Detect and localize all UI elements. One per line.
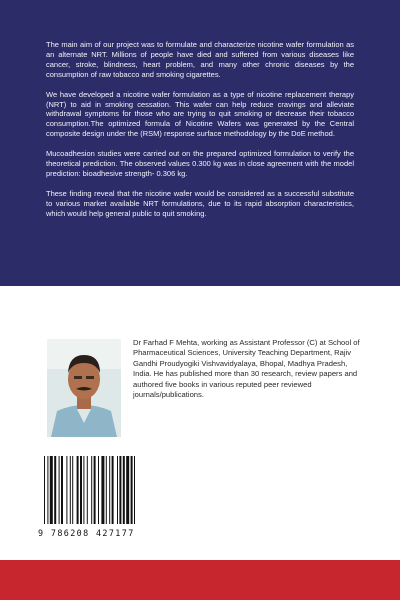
blurb-paragraph-3: Mucoadhesion studies were carried out on the prepared optimized formulation to verify the theoretical prediction. The observed values 0.300 kg was in close agreement with the model prediction: bioadhesive strength- 0.306 kg. (46, 149, 354, 178)
barcode-bar (126, 456, 129, 524)
barcode-bar (72, 456, 73, 524)
barcode-bar (94, 456, 96, 524)
barcode-bar (47, 456, 48, 524)
barcode-bar (98, 456, 99, 524)
barcode-digits: 9 786208 427177 (38, 528, 135, 538)
blurb-paragraph-2: We have developed a nicotine wafer formulation as a type of nicotine replacement therapy (NRT) to aid in smoking cessation. This wafer can help reduce cravings and alleviate withdrawal symptoms for those who are trying to quit smoking or decrease their tobacco consumption.The optimized formula of Nicotine Wafers was generated by the Central composite design under the (RSM) response surface methodology by the DoE method. (46, 89, 354, 139)
author-bio: Dr Farhad F Mehta, working as Assistant Professor (C) at School of Pharmaceutical Sciences, University Teaching Department, Rajiv Gandhi Proudyogiki Vishvavidyalaya, Bhopal, Madhya Pradesh, India. He has published more than 30 research, review papers and authored five books in various reputed peer reviewed journals/publications. (133, 338, 360, 400)
barcode-bars-icon (34, 456, 166, 528)
barcode-bar (61, 456, 63, 524)
blurb-paragraph-4: These finding reveal that the nicotine wafer would be considered as a successful substitute to various market available NRT formulations, due to its rapid absorption characteristics, which would help general public to quit smoking. (46, 188, 354, 218)
barcode-bar (101, 456, 104, 524)
barcode-bar (131, 456, 133, 524)
barcode-bar (109, 456, 110, 524)
barcode-bar (66, 456, 67, 524)
barcode-bar (119, 456, 121, 524)
barcode-bar (91, 456, 92, 524)
barcode-bar (80, 456, 82, 524)
barcode-bar (117, 456, 118, 524)
blurb-paragraph-1: The main aim of our project was to formulate and characterize nicotine wafer formulation as an alternate NRT. Millions of people have died and suffered from various diseases like cancer, stroke, blindness, heart problem, and many other chronic diseases by the consumption of raw tobacco and smoking cigarettes. (46, 40, 354, 79)
author-portrait-icon (47, 339, 121, 437)
barcode-bar (59, 456, 60, 524)
barcode-bar (70, 456, 71, 524)
barcode-bar (112, 456, 114, 524)
author-photo (47, 339, 121, 437)
barcode-bar (50, 456, 53, 524)
bottom-color-band (0, 560, 400, 600)
barcode-bar (123, 456, 125, 524)
barcode-bar (83, 456, 84, 524)
barcode-bar (106, 456, 107, 524)
barcode-bar (134, 456, 135, 524)
author-panel (0, 286, 400, 560)
barcode-bar (87, 456, 88, 524)
blurb-panel (0, 0, 400, 286)
barcode-bar (54, 456, 56, 524)
barcode-bar (44, 456, 45, 524)
blurb-text (46, 40, 354, 219)
barcode (34, 456, 166, 546)
barcode-bar (77, 456, 79, 524)
